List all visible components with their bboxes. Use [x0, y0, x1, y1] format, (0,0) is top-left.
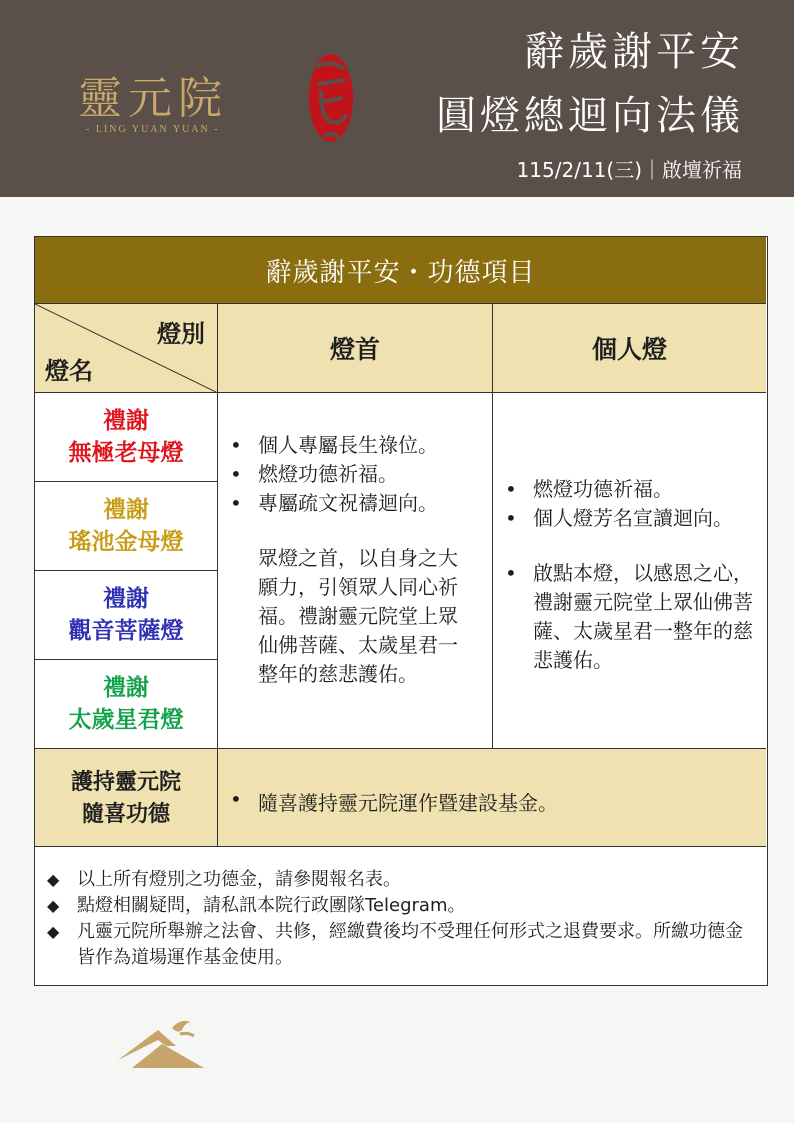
lamp-head-item: • 專屬疏文祝禱迴向。: [218, 489, 492, 518]
mountain-logo-icon: [118, 1018, 204, 1068]
note-item: ◆ 以上所有燈別之功德金，請參閱報名表。: [47, 867, 766, 893]
support-label-line1: 護持靈元院: [70, 768, 181, 795]
red-seal-icon: [307, 46, 355, 146]
column-header-lamp-head: 燈首: [218, 304, 493, 393]
personal-lamp-item: • 燃燈功德祈福。: [493, 475, 766, 504]
merit-table: [34, 236, 768, 986]
header-title-line2: 圓燈總迴向法儀: [436, 93, 744, 139]
page-header: [0, 0, 794, 197]
corner-header-cell: [35, 304, 218, 393]
logo-text: 靈元院: [78, 73, 228, 124]
lamp-row-guanyin: [35, 571, 218, 660]
support-label-cell: [35, 749, 218, 847]
lamp-label-prefix: 禮謝: [103, 407, 149, 434]
lamp-head-paragraph: 眾燈之首，以自身之大願力，引領眾人同心祈福。禮謝靈元院堂上眾仙佛菩薩、太歲星君一整年的慈悲護佑。: [258, 546, 458, 686]
lamp-name: 瑤池金母燈: [68, 528, 184, 555]
column-header-personal-lamp: 個人燈: [493, 304, 766, 393]
event-date: 115/2/11(三)｜啟壇祈福: [516, 158, 742, 182]
lamp-row-taisui: [35, 660, 218, 749]
lamp-head-item: • 燃燈功德祈福。: [218, 460, 492, 489]
lamp-label-prefix: 禮謝: [103, 585, 149, 612]
logo-subtitle: - LING YUAN YUAN -: [86, 124, 220, 135]
note-item: ◆ 點燈相關疑問，請私訊本院行政團隊Telegram。: [47, 893, 766, 919]
lamp-head-item: • 個人專屬長生祿位。: [218, 431, 492, 460]
lamp-row-yaochi: [35, 482, 218, 571]
lamp-head-description: [218, 393, 493, 749]
corner-header-top: 燈別: [157, 319, 205, 348]
personal-lamp-item: • 個人燈芳名宣讀迴向。: [493, 504, 766, 533]
table-title: 辭歲謝平安・功德項目: [35, 237, 766, 304]
lamp-name: 觀音菩薩燈: [68, 617, 184, 644]
lamp-label-prefix: 禮謝: [103, 674, 149, 701]
header-title-line1: 辭歲謝平安: [524, 29, 744, 75]
support-description: [218, 749, 766, 847]
lamp-row-wuji: [35, 393, 218, 482]
lamp-name: 太歲星君燈: [68, 706, 184, 733]
support-item-text: 隨喜護持靈元院運作暨建設基金。: [258, 791, 558, 815]
support-item: • 隨喜護持靈元院運作暨建設基金。: [230, 787, 558, 815]
corner-header-bottom: 燈名: [45, 356, 93, 385]
support-label-line2: 隨喜功德: [81, 800, 170, 827]
lamp-label-prefix: 禮謝: [103, 496, 149, 523]
personal-lamp-paragraph: • 啟點本燈，以感恩之心，禮謝靈元院堂上眾仙佛菩薩、太歲星君一整年的慈悲護佑。: [493, 559, 766, 675]
lamp-name: 無極老母燈: [68, 439, 184, 466]
personal-lamp-description: [493, 393, 766, 749]
notes-section: [35, 847, 766, 984]
note-item: ◆ 凡靈元院所舉辦之法會、共修，經繳費後均不受理任何形式之退費要求。所繳功德金皆作為道場運作基金使用。: [47, 919, 766, 971]
